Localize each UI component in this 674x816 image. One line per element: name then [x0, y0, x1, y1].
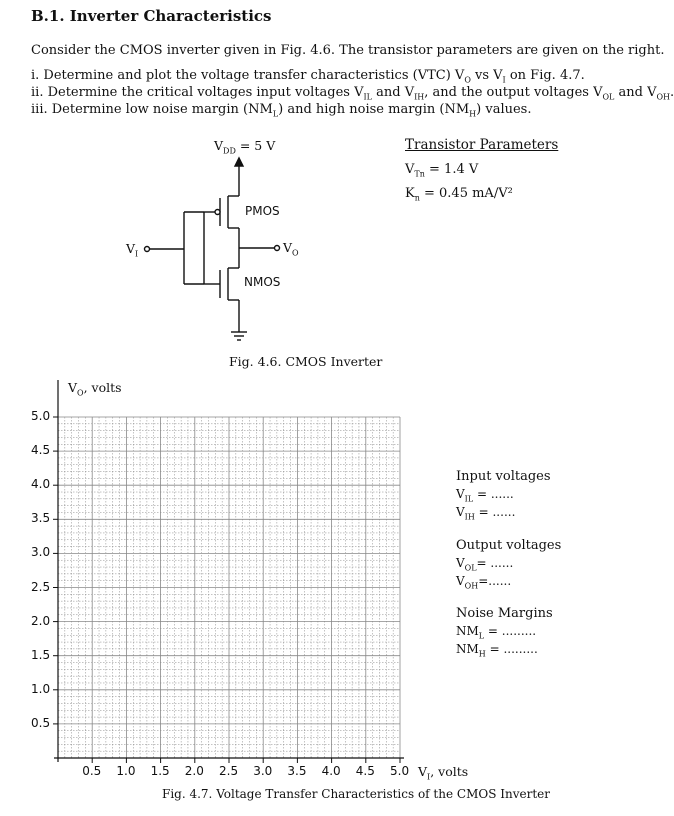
figure-4-7-caption: Fig. 4.7. Voltage Transfer Characteristics of the CMOS Inverter — [162, 787, 550, 801]
y-tick-label: 3.5 — [31, 511, 51, 526]
nmos-label: NMOS — [244, 275, 281, 289]
kn-value: $K_n = 0.45$ mA/V² — [405, 186, 513, 203]
y-tick-label: 3.0 — [31, 545, 51, 560]
x-tick-label: 1.5 — [150, 764, 170, 778]
input-voltages-heading: Input voltages — [456, 469, 551, 484]
x-tick-label: 2.0 — [184, 764, 204, 778]
pmos-label: PMOS — [245, 204, 280, 218]
vi-label: $V_I$ — [126, 241, 139, 259]
x-tick-label: 1.0 — [116, 764, 136, 778]
question-1: i. Determine and plot the voltage transfer characteristics (VTC) $V_O$ vs $V_I$ on Fig. 4.7. — [31, 68, 585, 85]
vol-blank: $V_{OL}=$ ...... — [456, 556, 514, 573]
vtn-value: $V_{Tn} = 1.4$ V — [405, 162, 479, 179]
section-title: B.1. Inverter Characteristics — [31, 7, 272, 25]
y-tick-label: 2.0 — [31, 613, 51, 628]
vih-blank: $V_{IH}$ = ...... — [456, 505, 516, 522]
x-axis-label: $V_I$, volts — [418, 764, 469, 782]
y-axis-label: $V_O$, volts — [68, 380, 122, 398]
x-tick-label: 2.5 — [219, 764, 239, 778]
output-voltages-heading: Output voltages — [456, 538, 562, 553]
x-tick-label: 3.5 — [287, 764, 307, 778]
x-tick-label: 4.0 — [321, 764, 341, 778]
x-tick-label: 0.5 — [82, 764, 102, 778]
nml-blank: $NM_L$ = ......... — [456, 624, 537, 641]
nmh-blank: $NM_H$ = ......... — [456, 642, 538, 659]
transistor-parameters-heading: Transistor Parameters — [405, 137, 559, 153]
x-tick-label: 5.0 — [390, 764, 410, 778]
figure-4-6-caption: Fig. 4.6. CMOS Inverter — [229, 354, 383, 369]
y-tick-label: 1.0 — [31, 681, 51, 696]
y-tick-label: 2.5 — [31, 579, 51, 594]
vdd-label: $V_{DD} = 5$ V — [214, 138, 276, 156]
x-tick-label: 4.5 — [355, 764, 375, 778]
y-tick-label: 0.5 — [31, 715, 51, 730]
vil-blank: $V_{IL}$ = ...... — [456, 487, 514, 504]
voh-blank: $V_{OH}=$...... — [456, 574, 512, 591]
y-tick-label: 1.5 — [31, 647, 51, 662]
question-3: iii. Determine low noise margin $(NM_L)$ and high noise margin $(NM_H)$ values. — [31, 102, 532, 119]
intro-paragraph: Consider the CMOS inverter given in Fig. 4.6. The transistor parameters are given on the right. — [31, 43, 665, 58]
noise-margins-heading: Noise Margins — [456, 606, 553, 621]
vo-label: $V_O$ — [283, 240, 299, 258]
y-tick-label: 4.5 — [31, 443, 51, 458]
x-tick-label: 3.0 — [253, 764, 273, 778]
y-tick-label: 4.0 — [31, 477, 51, 492]
question-2: ii. Determine the critical voltages input voltages $V_{IL}$ and $V_{IH}$, and the output voltages $V_{OL}$ and $V_{OH}$. — [31, 85, 674, 102]
y-tick-label: 5.0 — [31, 409, 51, 423]
